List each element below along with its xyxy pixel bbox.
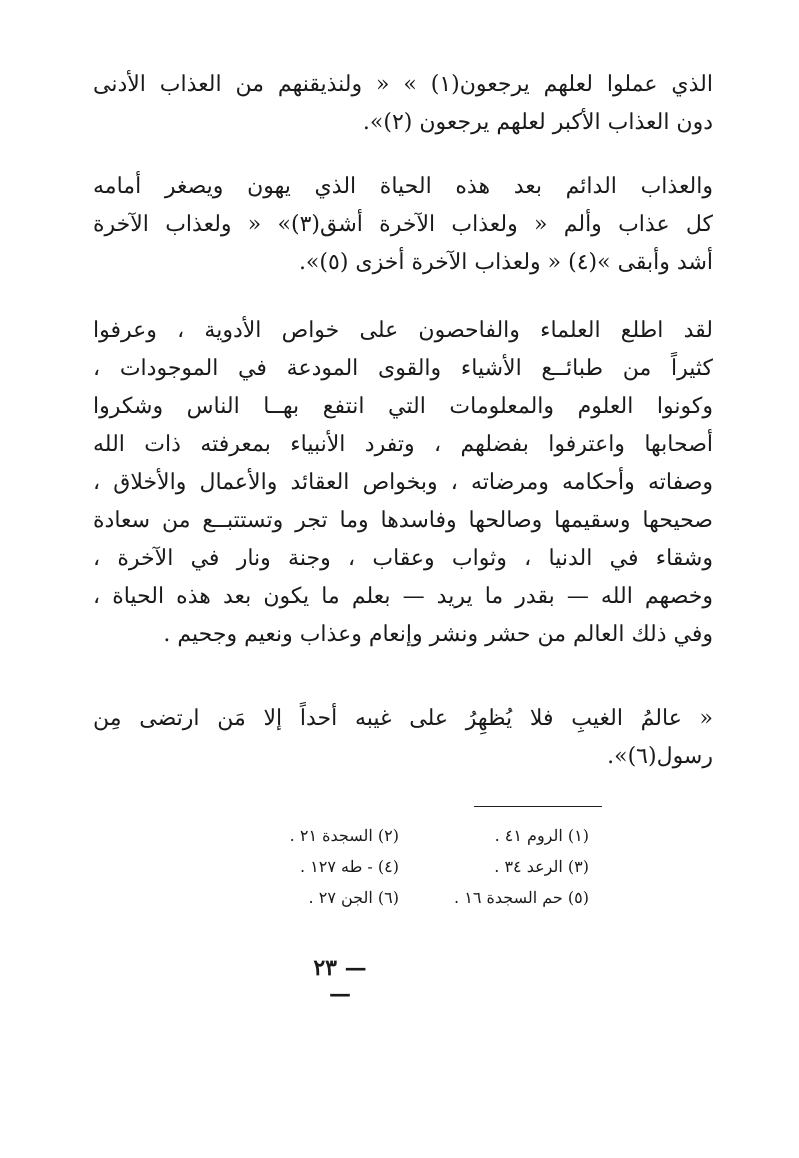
footnote-separator: [474, 806, 602, 807]
footnote: (٢) السجدة ٢١ .: [289, 826, 399, 845]
text-line: كل عذاب وألم « ولعذاب الآخرة أشق(٣)» « ولعذاب الآخرة: [93, 212, 713, 237]
footnotes: [209, 820, 589, 913]
footnote: (٥) حم السجدة ١٦ .: [454, 888, 589, 907]
text-line: وفي ذلك العالم من حشر ونشر وإنعام وعذاب ونعيم وجحيم .: [163, 622, 713, 647]
text-line: وصفاته وأحكامه ومرضاته ، وبخواص العقائد والأعمال والأخلاق ،: [93, 470, 713, 495]
footnote-row: [209, 882, 589, 913]
text-line: وشقاء في الدنيا ، وثواب وعقاب ، وجنة ونار في الآخرة ،: [93, 546, 713, 571]
footnote: (١) الروم ٤١ .: [494, 826, 589, 845]
text-line: « عالمُ الغيبِ فلا يُظهِرُ على غيبه أحداً إلا مَن ارتضى مِن: [93, 706, 713, 731]
text-line: والعذاب الدائم بعد هذه الحياة الذي يهون ويصغر أمامه: [93, 174, 713, 199]
text-line: لقد اطلع العلماء والفاحصون على خواص الأدوية ، وعرفوا: [93, 318, 713, 343]
text-line: دون العذاب الأكبر لعلهم يرجعون (٢)».: [362, 110, 713, 135]
footnote-row: [209, 820, 589, 851]
footnote: (٤) - طه ١٢٧ .: [299, 857, 399, 876]
paragraph-2: [93, 168, 713, 282]
text-line: أشد وأبقى »(٤) « ولعذاب الآخرة أخزى (٥)».: [298, 250, 713, 275]
footnote-row: [209, 851, 589, 882]
text-line: أصحابها واعترفوا بفضلهم ، وتفرد الأنبياء بمعرفته ذات الله: [93, 432, 713, 457]
text-line: وخصهم الله — بقدر ما يريد — بعلم ما يكون بعد هذه الحياة ،: [93, 584, 713, 609]
text-line: وكونوا العلوم والمعلومات التي انتفع بهــا الناس وشكروا: [93, 394, 713, 419]
text-line: الذي عملوا لعلهم يرجعون(١) » « ولنذيقنهم من العذاب الأدنى: [93, 72, 713, 97]
text-line: رسول(٦)».: [607, 744, 713, 769]
footnote: (٣) الرعد ٣٤ .: [494, 857, 589, 876]
text-line: صحيحها وسقيمها وصالحها وفاسدها وما تجر وتستتبــع من سعادة: [93, 508, 713, 533]
paragraph-1: [93, 66, 713, 142]
page-number: — ٢٣ —: [313, 955, 367, 1007]
paragraph-3: [93, 312, 713, 654]
text-line: كثيراً من طبائــع الأشياء والقوى المودعة في الموجودات ،: [93, 356, 713, 381]
paragraph-4-quote: [93, 700, 713, 776]
footnote: (٦) الجن ٢٧ .: [308, 888, 399, 907]
